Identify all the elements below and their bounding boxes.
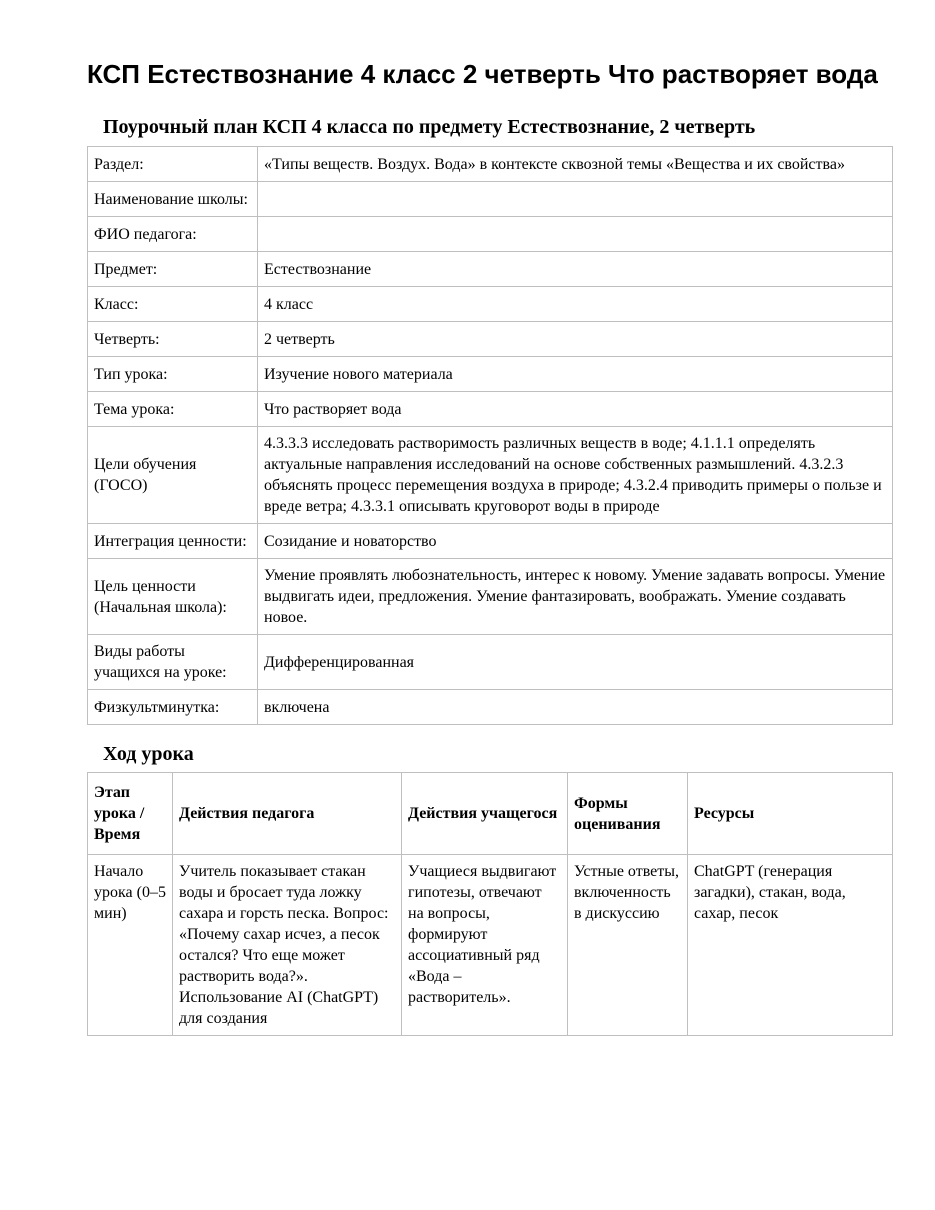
info-label: Предмет: <box>88 252 258 287</box>
info-label: ФИО педагога: <box>88 217 258 252</box>
info-label: Класс: <box>88 287 258 322</box>
info-label: Цели обучения (ГОСО) <box>88 427 258 524</box>
cell-resources: ChatGPT (генерация загадки), стакан, вода, сахар, песок <box>688 855 893 1036</box>
lesson-flow-heading: Ход урока <box>103 743 194 765</box>
info-label: Цель ценности (Начальная школа): <box>88 559 258 635</box>
info-value: Дифференцированная <box>258 635 893 690</box>
info-label: Интеграция ценности: <box>88 524 258 559</box>
table-row <box>88 855 893 1036</box>
info-row-lesson-topic <box>88 392 893 427</box>
column-header-assessment: Формы оценивания <box>568 773 688 855</box>
cell-stage: Начало урока (0–5 мин) <box>88 855 173 1036</box>
document-page <box>87 58 893 1036</box>
info-value: Изучение нового материала <box>258 357 893 392</box>
lesson-info-table <box>87 146 893 725</box>
info-label: Тема урока: <box>88 392 258 427</box>
info-label: Четверть: <box>88 322 258 357</box>
info-row-value-goal <box>88 559 893 635</box>
info-value <box>258 182 893 217</box>
info-row-learning-goals <box>88 427 893 524</box>
info-value: Естествознание <box>258 252 893 287</box>
info-row-teacher <box>88 217 893 252</box>
info-label: Наименование школы: <box>88 182 258 217</box>
info-row-quarter <box>88 322 893 357</box>
info-row-section <box>88 147 893 182</box>
info-row-physical-break <box>88 690 893 725</box>
info-row-values <box>88 524 893 559</box>
info-row-work-types <box>88 635 893 690</box>
info-value: 4.3.3.3 исследовать растворимость различных веществ в воде; 4.1.1.1 определять актуальные направления исследований на основе собственных размышлений. 4.3.2.3 объяснять процесс перемещения воздуха в природе; 4.3.2.4 приводить примеры о пользе и вреде ветра; 4.3.3.1 описывать круговорот воды в природе <box>258 427 893 524</box>
info-value: 4 класс <box>258 287 893 322</box>
info-row-subject <box>88 252 893 287</box>
plan-heading: Поурочный план КСП 4 класса по предмету Естествознание, 2 четверть <box>103 116 756 138</box>
cell-assessment: Устные ответы, включенность в дискуссию <box>568 855 688 1036</box>
cell-teacher-actions: Учитель показывает стакан воды и бросает туда ложку сахара и горсть песка. Вопрос: «Почему сахар исчез, а песок остался? Что еще может растворить вода?». Использование AI (ChatGPT) для создания <box>173 855 402 1036</box>
lesson-flow-table <box>87 772 893 1036</box>
info-value: включена <box>258 690 893 725</box>
info-row-school <box>88 182 893 217</box>
info-value: Умение проявлять любознательность, интерес к новому. Умение задавать вопросы. Умение выдвигать идеи, предложения. Умение фантазировать, воображать. Умение создавать новое. <box>258 559 893 635</box>
info-value: Что растворяет вода <box>258 392 893 427</box>
info-label: Виды работы учащихся на уроке: <box>88 635 258 690</box>
info-label: Физкультминутка: <box>88 690 258 725</box>
info-value: 2 четверть <box>258 322 893 357</box>
column-header-resources: Ресурсы <box>688 773 893 855</box>
document-title: КСП Естествознание 4 класс 2 четверть Что растворяет вода <box>87 59 878 89</box>
info-row-lesson-type <box>88 357 893 392</box>
table-header-row <box>88 773 893 855</box>
info-row-grade <box>88 287 893 322</box>
info-label: Тип урока: <box>88 357 258 392</box>
cell-student-actions: Учащиеся выдвигают гипотезы, отвечают на вопросы, формируют ассоциативный ряд «Вода – растворитель». <box>402 855 568 1036</box>
column-header-student: Действия учащегося <box>402 773 568 855</box>
column-header-teacher: Действия педагога <box>173 773 402 855</box>
info-value: «Типы веществ. Воздух. Вода» в контексте сквозной темы «Вещества и их свойства» <box>258 147 893 182</box>
column-header-stage: Этап урока / Время <box>88 773 173 855</box>
info-value: Созидание и новаторство <box>258 524 893 559</box>
info-label: Раздел: <box>88 147 258 182</box>
info-value <box>258 217 893 252</box>
